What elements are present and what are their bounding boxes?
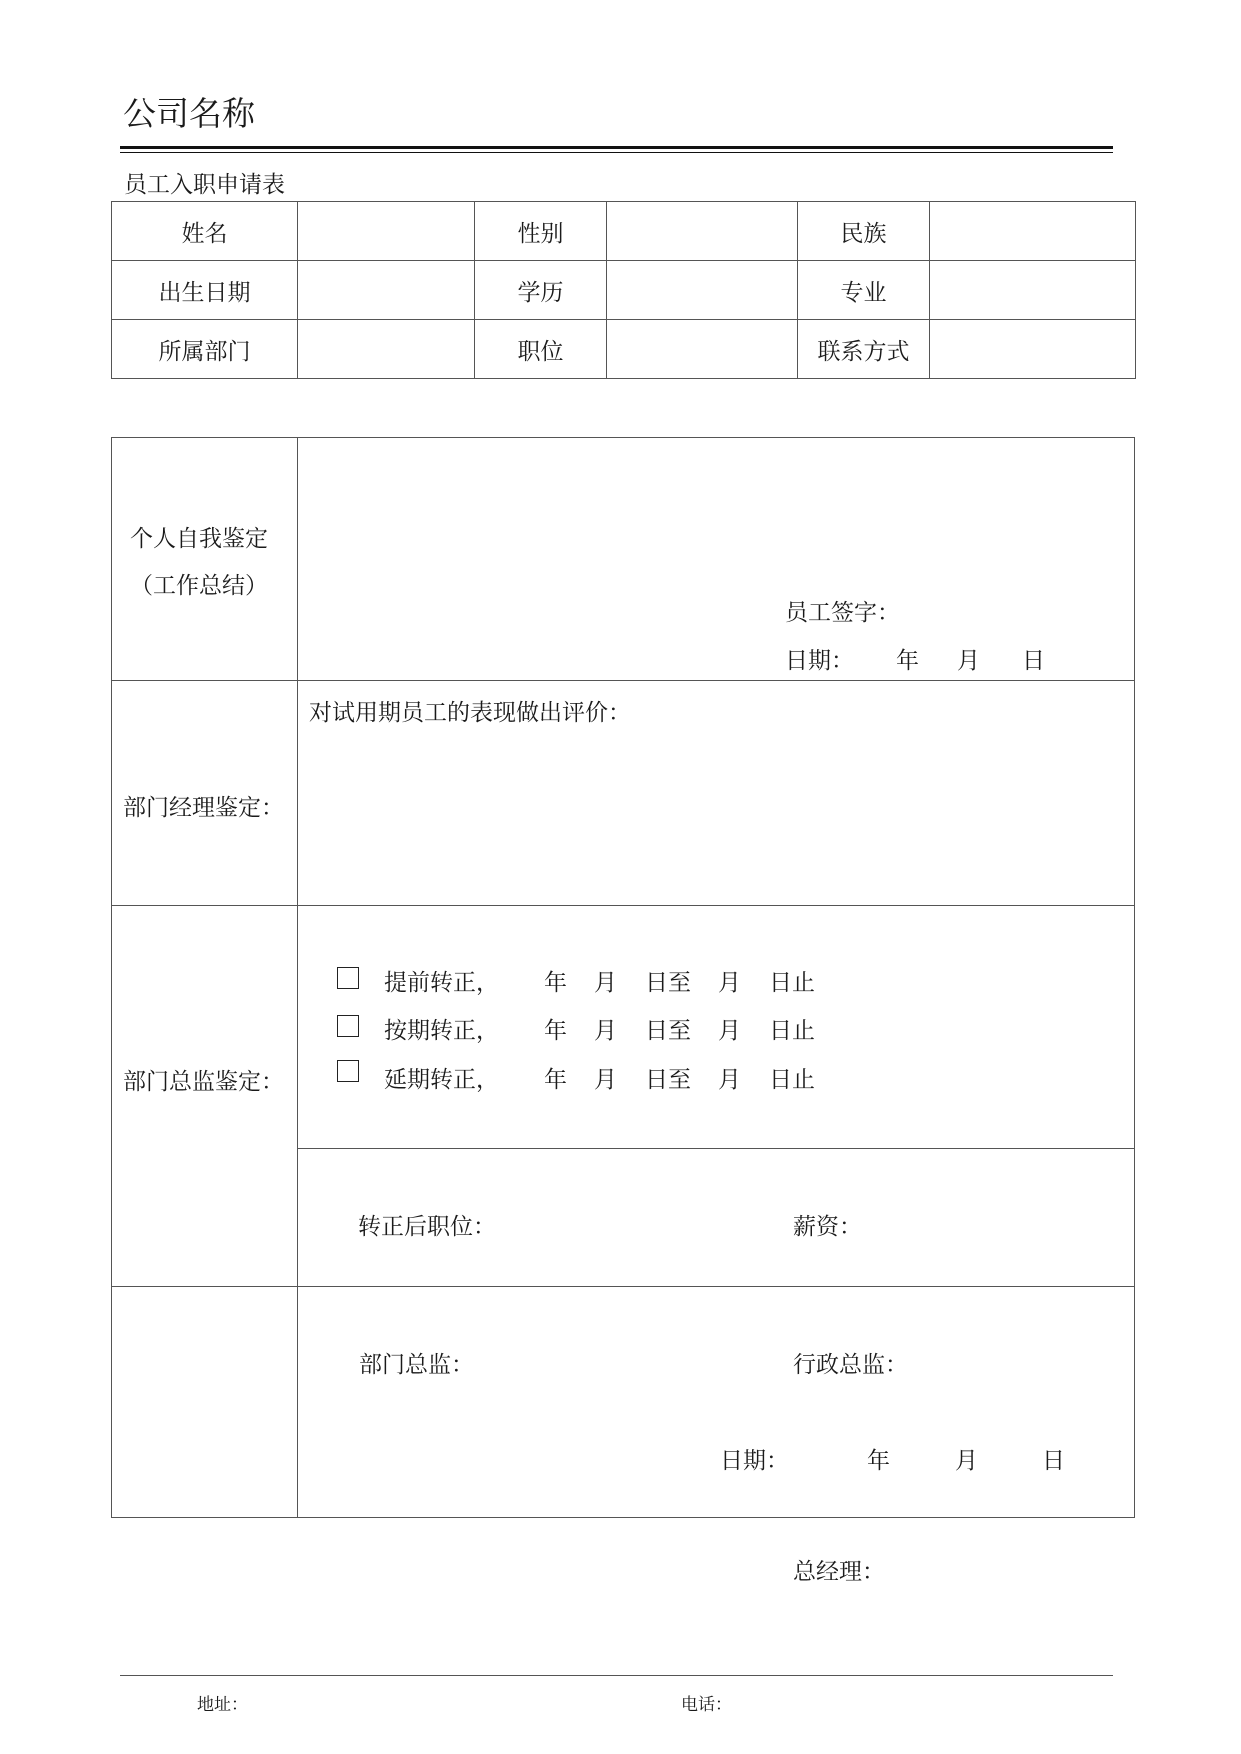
- name-label: 姓名: [112, 202, 298, 261]
- option-day-end: 日止: [769, 1018, 815, 1044]
- name-field[interactable]: [298, 202, 475, 261]
- major-field[interactable]: [930, 261, 1136, 320]
- option-month: 月: [594, 1067, 617, 1093]
- director-eval-label: 部门总监鉴定：: [123, 1069, 284, 1095]
- department-field[interactable]: [298, 320, 475, 379]
- row-divider: [297, 1148, 1135, 1149]
- footer-rule: [120, 1675, 1113, 1676]
- self-eval-day: 日: [1022, 648, 1045, 674]
- self-eval-year: 年: [896, 648, 919, 674]
- row-divider: [111, 1286, 1135, 1287]
- option-day-end: 日止: [769, 1067, 815, 1093]
- table-row: [112, 261, 1136, 320]
- option-year: 年: [544, 1018, 567, 1044]
- approval-day: 日: [1042, 1448, 1065, 1474]
- option-day-to: 日至: [645, 970, 691, 996]
- education-label: 学历: [475, 261, 607, 320]
- gender-field[interactable]: [607, 202, 798, 261]
- basic-info-table: [111, 201, 1136, 379]
- ontime-confirm-label: 按期转正，: [384, 1018, 499, 1044]
- evaluation-column-divider: [297, 437, 298, 1518]
- salary-label: 薪资：: [793, 1214, 862, 1240]
- education-field[interactable]: [607, 261, 798, 320]
- ethnicity-label: 民族: [798, 202, 930, 261]
- form-title: 员工入职申请表: [124, 172, 285, 198]
- birthdate-label: 出生日期: [112, 261, 298, 320]
- admin-director-signature-label: 行政总监：: [793, 1352, 908, 1378]
- self-eval-sublabel: （工作总结）: [130, 573, 268, 599]
- self-eval-date-label: 日期：: [785, 648, 854, 674]
- gender-label: 性别: [475, 202, 607, 261]
- option-month-end: 月: [718, 970, 741, 996]
- footer-phone: 电话：: [681, 1695, 732, 1715]
- early-confirm-checkbox[interactable]: [337, 967, 359, 989]
- option-month-end: 月: [718, 1067, 741, 1093]
- contact-label: 联系方式: [798, 320, 930, 379]
- ethnicity-field[interactable]: [930, 202, 1136, 261]
- delayed-confirm-label: 延期转正，: [384, 1067, 499, 1093]
- table-row: [112, 202, 1136, 261]
- self-eval-label: 个人自我鉴定: [130, 526, 268, 552]
- self-eval-month: 月: [957, 648, 980, 674]
- option-year: 年: [544, 1067, 567, 1093]
- birthdate-field[interactable]: [298, 261, 475, 320]
- approval-date-label: 日期：: [720, 1448, 789, 1474]
- position-after-label: 转正后职位：: [358, 1214, 496, 1240]
- early-confirm-label: 提前转正，: [384, 970, 499, 996]
- self-eval-content-area[interactable]: [300, 440, 1132, 580]
- option-month: 月: [594, 1018, 617, 1044]
- position-field[interactable]: [607, 320, 798, 379]
- option-year: 年: [544, 970, 567, 996]
- header-rule: [120, 146, 1113, 149]
- dept-director-signature-label: 部门总监：: [359, 1352, 474, 1378]
- contact-field[interactable]: [930, 320, 1136, 379]
- row-divider: [111, 680, 1135, 681]
- option-month: 月: [594, 970, 617, 996]
- general-manager-label: 总经理：: [793, 1559, 885, 1585]
- option-day-to: 日至: [645, 1067, 691, 1093]
- employee-signature-label: 员工签字：: [785, 600, 900, 626]
- ontime-confirm-checkbox[interactable]: [337, 1015, 359, 1037]
- approval-year: 年: [867, 1448, 890, 1474]
- option-month-end: 月: [718, 1018, 741, 1044]
- footer-address: 地址：: [197, 1695, 248, 1715]
- company-name: 公司名称: [123, 94, 255, 133]
- delayed-confirm-checkbox[interactable]: [337, 1060, 359, 1082]
- row-divider: [111, 905, 1135, 906]
- option-day-end: 日止: [769, 970, 815, 996]
- option-day-to: 日至: [645, 1018, 691, 1044]
- manager-eval-prompt: 对试用期员工的表现做出评价：: [309, 700, 631, 726]
- manager-eval-content-area[interactable]: [300, 730, 1132, 900]
- manager-eval-label: 部门经理鉴定：: [123, 795, 284, 821]
- approval-month: 月: [955, 1448, 978, 1474]
- position-label: 职位: [475, 320, 607, 379]
- department-label: 所属部门: [112, 320, 298, 379]
- header-rule-thin: [120, 152, 1113, 153]
- major-label: 专业: [798, 261, 930, 320]
- table-row: [112, 320, 1136, 379]
